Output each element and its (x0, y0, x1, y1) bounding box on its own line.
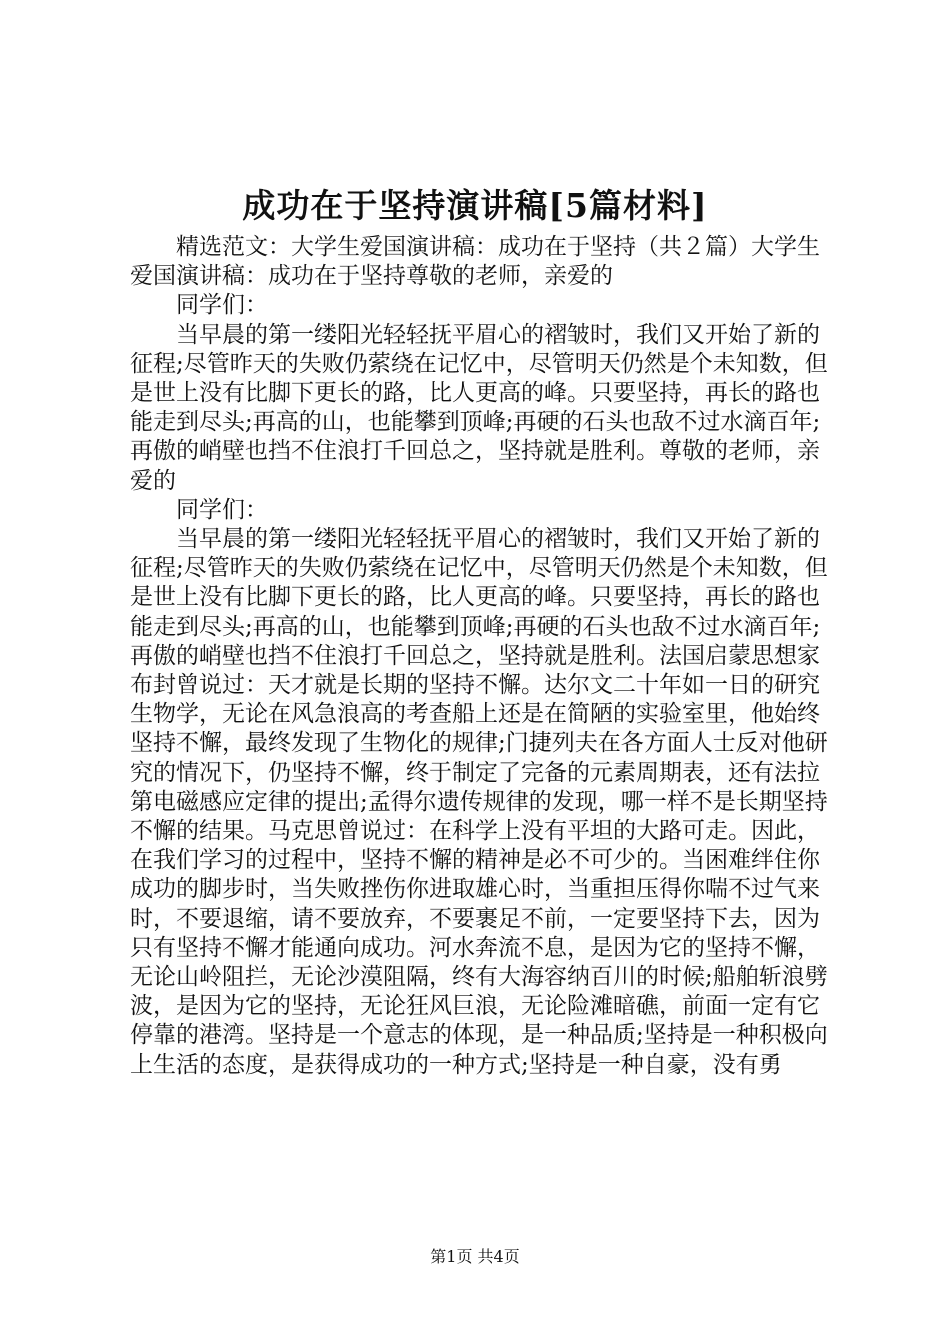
paragraph-body: 当早晨的第一缕阳光轻轻抚平眉心的褶皱时，我们又开始了新的征程;尽管昨天的失败仍萦绕在记忆中，尽管明天仍然是个未知数，但是世上没有比脚下更长的路，比人更高的峰。只要坚持，再长的路也能走到尽头;再高的山，也能攀到顶峰;再硬的石头也敌不过水滴百年;再傲的峭壁也挡不住浪打千回总之，坚持就是胜利。法国启蒙思想家布封曾说过：天才就是长期的坚持不懈。达尔文二十年如一日的研究生物学，无论在风急浪高的考查船上还是在简陋的实验室里，他始终坚持不懈，最终发现了生物化的规律;门捷列夫在各方面人士反对他研究的情况下，仍坚持不懈，终于制定了完备的元素周期表，还有法拉第电磁感应定律的提出;孟得尔遗传规律的发现，哪一样不是长期坚持不懈的结果。马克思曾说过：在科学上没有平坦的大路可走。因此，在我们学习的过程中，坚持不懈的精神是必不可少的。当困难绊住你成功的脚步时，当失败挫伤你进取雄心时，当重担压得你喘不过气来时，不要退缩，请不要放弃，不要裹足不前，一定要坚持下去，因为只有坚持不懈才能通向成功。河水奔流不息，是因为它的坚持不懈，无论山岭阻拦，无论沙漠阻隔，终有大海容纳百川的时候;船舶斩浪劈波，是因为它的坚持，无论狂风巨浪，无论险滩暗礁，前面一定有它停靠的港湾。坚持是一个意志的体现，是一种品质;坚持是一种积极向上生活的态度，是获得成功的一种方式;坚持是一种自豪，没有勇 (130, 526, 828, 1078)
page-footer: 第1页 共4页 (430, 1247, 520, 1266)
document-body (130, 233, 836, 1080)
paragraph-body: 当早晨的第一缕阳光轻轻抚平眉心的褶皱时，我们又开始了新的征程;尽管昨天的失败仍萦绕在记忆中，尽管明天仍然是个未知数，但是世上没有比脚下更长的路，比人更高的峰。只要坚持，再长的路也能走到尽头;再高的山，也能攀到顶峰;再硬的石头也敌不过水滴百年;再傲的峭壁也挡不住浪打千回总之，坚持就是胜利。尊敬的老师，亲爱的 (130, 321, 828, 494)
paragraph-greeting: 同学们： (176, 292, 268, 319)
paragraph-greeting: 同学们： (176, 496, 268, 523)
document-title: 成功在于坚持演讲稿[5篇材料] (242, 186, 708, 225)
paragraph-intro: 精选范文：大学生爱国演讲稿：成功在于坚持（共２篇）大学生爱国演讲稿：成功在于坚持尊敬的老师，亲爱的 (130, 234, 820, 290)
